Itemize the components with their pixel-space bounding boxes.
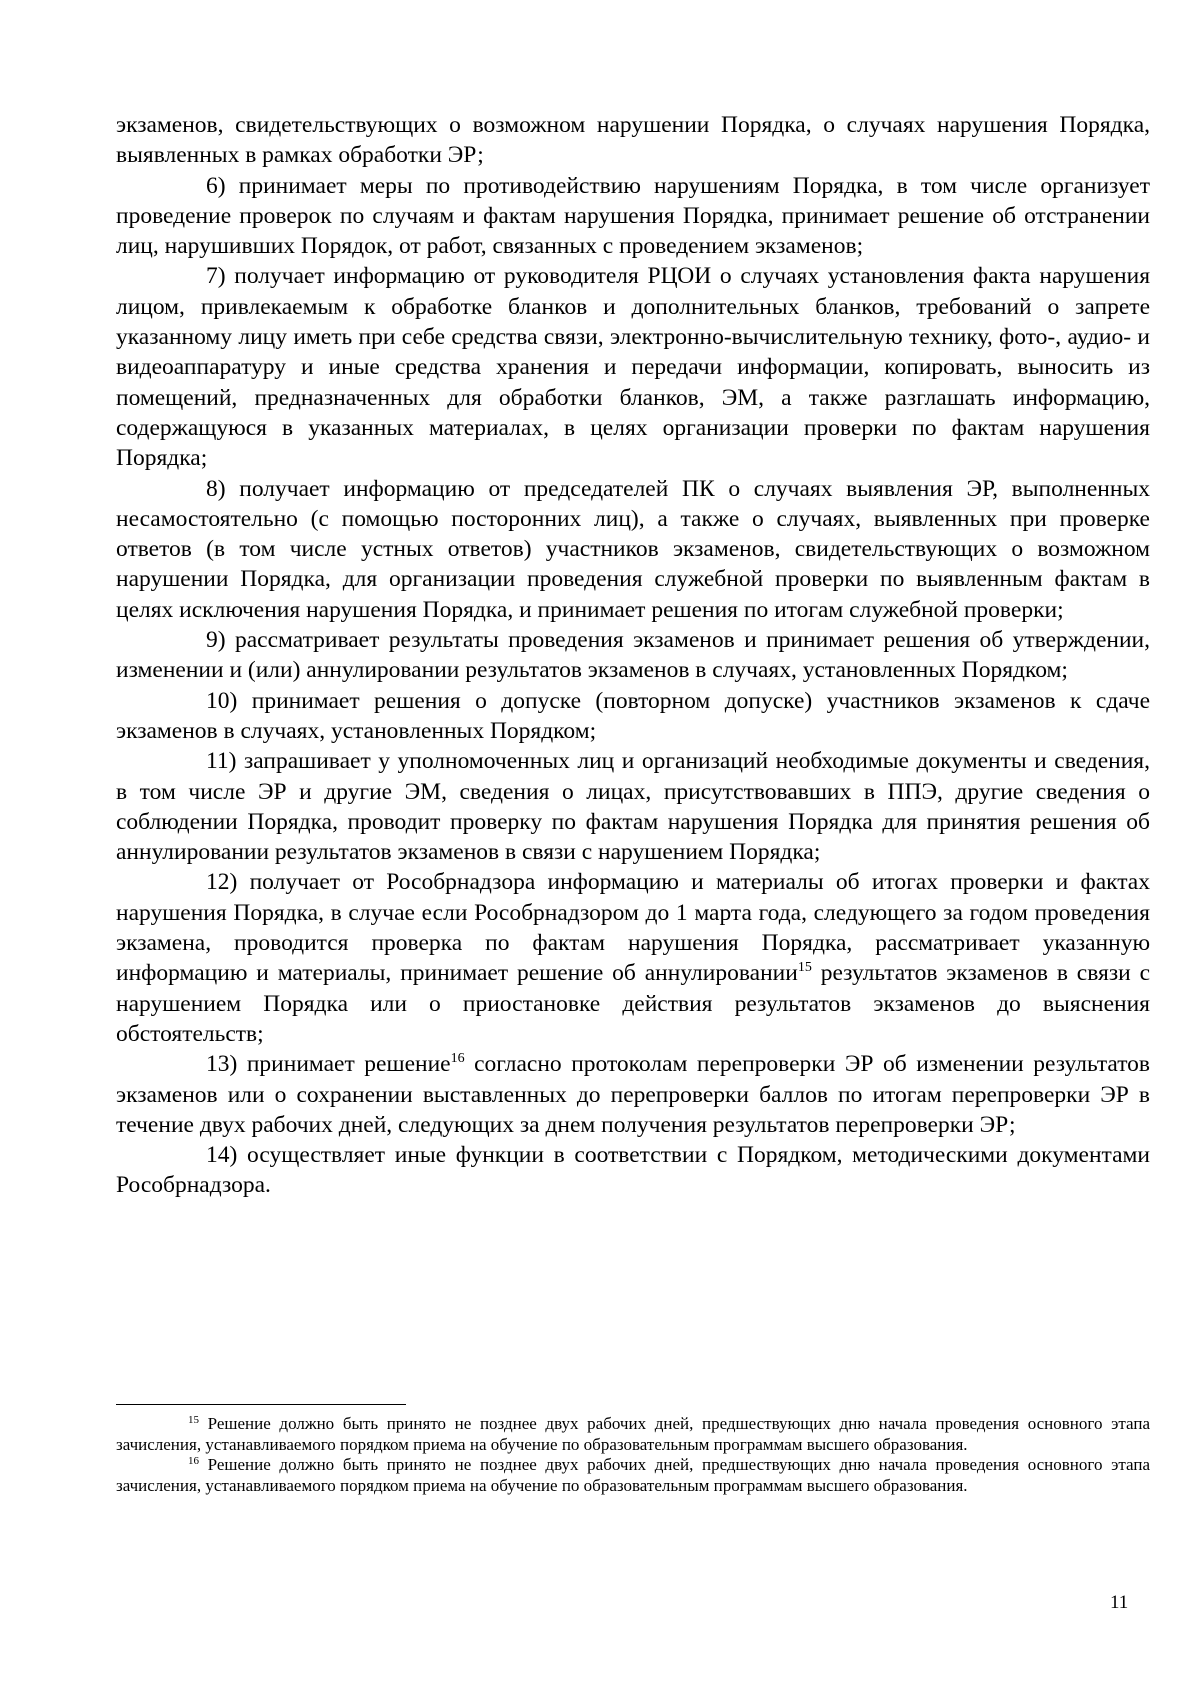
- footnote-ref-16[interactable]: 16: [450, 1051, 465, 1067]
- list-item-14: 14) осуществляет иные функции в соответствии с Порядком, методическими документами Рособрнадзора.: [116, 1142, 1150, 1199]
- footnote-number-16: 16: [188, 1455, 199, 1467]
- document-page: [116, 110, 1150, 1201]
- body-text: [116, 110, 1150, 1201]
- list-item-13: [116, 1049, 1150, 1140]
- list-item-12: [116, 867, 1150, 1049]
- footnote-16-text: Решение должно быть принято не позднее двух рабочих дней, предшествующих дню начала проведения основного этапа зачисления, устанавливаемого порядком приема на обучение по образовательным программам высшего образования.: [116, 1455, 1150, 1495]
- footnote-number-15: 15: [188, 1414, 199, 1426]
- list-item-11: 11) запрашивает у уполномоченных лиц и организаций необходимые документы и сведения, в том числе ЭР и другие ЭМ, сведения о лицах, присутствовавших в ППЭ, другие сведения о соблюдении Порядка, проводит проверку по фактам нарушения Порядка для принятия решения об аннулировании результатов экзаменов в связи с нарушением Порядка;: [116, 748, 1150, 866]
- footnote-separator: [116, 1404, 406, 1405]
- footnote-16: [116, 1455, 1150, 1496]
- footnote-ref-15[interactable]: 15: [797, 960, 812, 976]
- footnotes: [116, 1414, 1150, 1496]
- paragraph-continuation: экзаменов, свидетельствующих о возможном нарушении Порядка, о случаях нарушения Порядка, выявленных в рамках обработки ЭР;: [116, 112, 1150, 169]
- list-item-6: 6) принимает меры по противодействию нарушениям Порядка, в том числе организует проведение проверок по случаям и фактам нарушения Порядка, принимает решение об отстранении лиц, нарушивших Порядок, от работ, связанных с проведением экзаменов;: [116, 172, 1150, 260]
- list-item-8: 8) получает информацию от председателей ПК о случаях выявления ЭР, выполненных несамостоятельно (с помощью посторонних лиц), а также о случаях, выявленных при проверке ответов (в том числе устных ответов) участников экзаменов, свидетельствующих о возможном нарушении Порядка, для организации проведения служебной проверки по выявленным фактам в целях исключения нарушения Порядка, и принимает решения по итогам служебной проверки;: [116, 475, 1150, 623]
- list-item-12-text-end: результатов экзаменов в связи с нарушением Порядка или о приостановке действия результатов экзаменов до выяснения обстоятельств;: [116, 960, 1151, 1047]
- list-item-9: 9) рассматривает результаты проведения экзаменов и принимает решения об утверждении, изменении и (или) аннулировании результатов экзаменов в случаях, установленных Порядком;: [116, 627, 1150, 684]
- footnote-15: [116, 1414, 1150, 1455]
- list-item-13-text-end: согласно протоколам перепроверки ЭР об изменении результатов экзаменов или о сохранении выставленных до перепроверки баллов по итогам перепроверки ЭР в течение двух рабочих дней, следующих за днем получения результатов перепроверки ЭР;: [116, 1051, 1151, 1138]
- list-item-7: 7) получает информацию от руководителя РЦОИ о случаях установления факта нарушения лицом, привлекаемым к обработке бланков и дополнительных бланков, требований о запрете указанному лицу иметь при себе средства связи, электронно-вычислительную технику, фото-, аудио- и видеоаппаратуру и иные средства хранения и передачи информации, копировать, выносить из помещений, предназначенных для обработки бланков, ЭМ, а также разглашать информацию, содержащуюся в указанных материалах, в целях организации проверки по фактам нарушения Порядка;: [116, 263, 1150, 472]
- list-item-13-text: 13) принимает решение: [206, 1051, 451, 1078]
- list-item-12-text: 12) получает от Рособрнадзора информацию и материалы об итогах проверки и фактах нарушения Порядка, в случае если Рособрнадзором до 1 марта года, следующего за годом проведения экзамена, проводится проверка по фактам нарушения Порядка, рассматривает указанную информацию и материалы, принимает решение об аннулировании: [116, 869, 1150, 987]
- page-number: 11: [1110, 1592, 1129, 1613]
- list-item-10: 10) принимает решения о допуске (повторном допуске) участников экзаменов к сдаче экзаменов в случаях, установленных Порядком;: [116, 687, 1150, 744]
- footnote-15-text: Решение должно быть принято не позднее двух рабочих дней, предшествующих дню начала проведения основного этапа зачисления, устанавливаемого порядком приема на обучение по образовательным программам высшего образования.: [116, 1414, 1150, 1454]
